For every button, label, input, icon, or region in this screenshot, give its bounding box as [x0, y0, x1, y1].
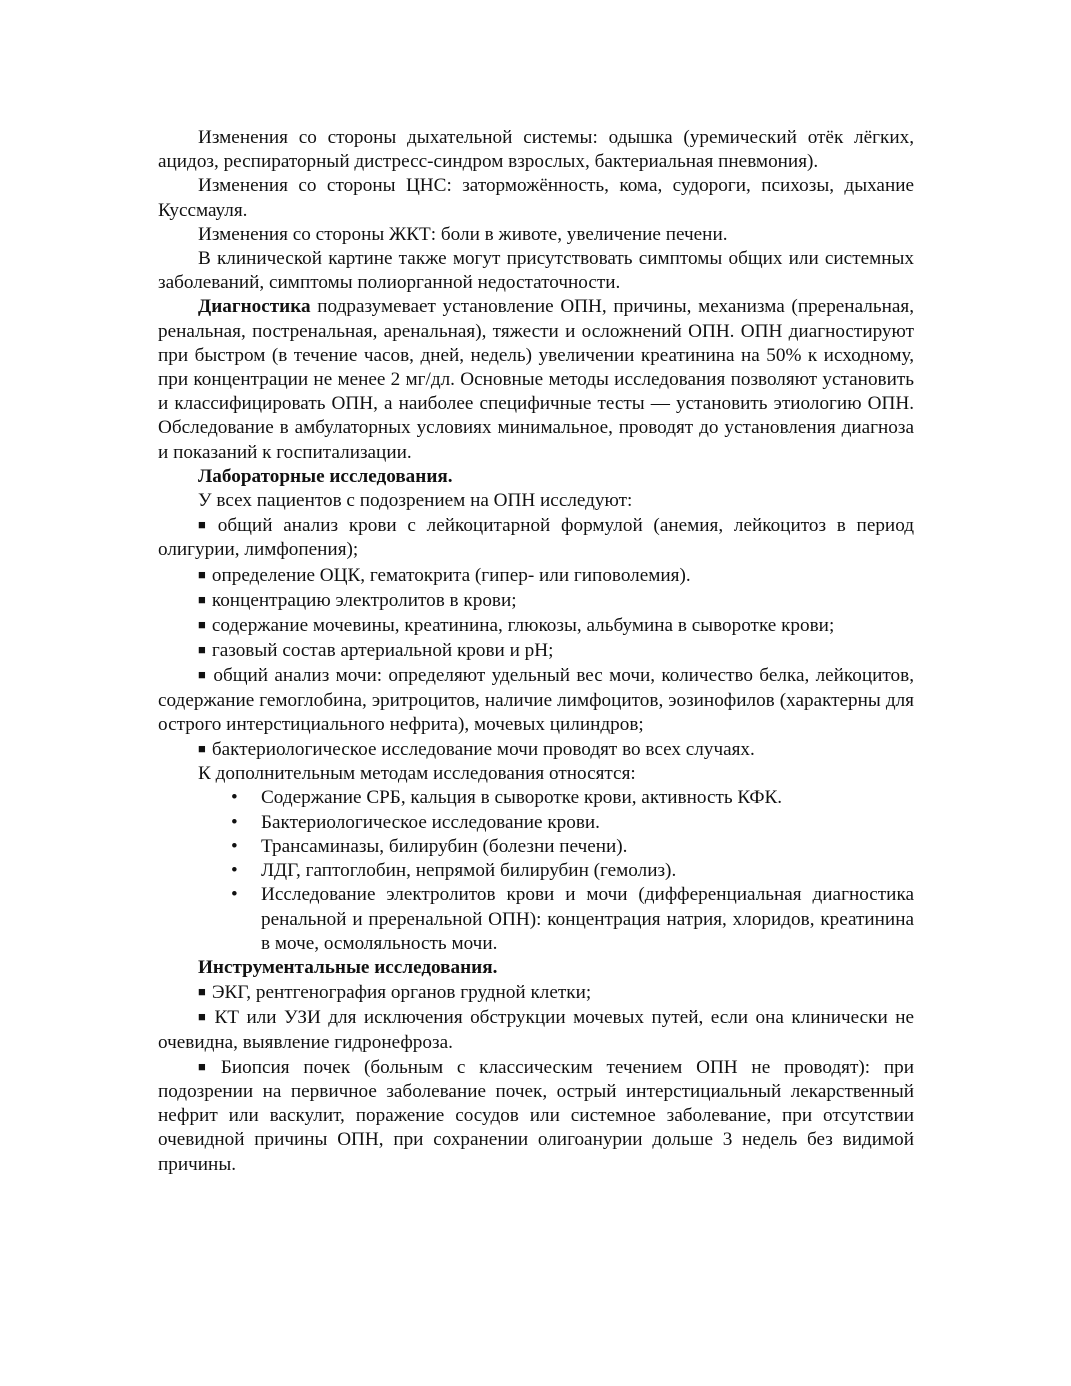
extra-methods-list	[158, 786, 914, 955]
square-bullet-icon	[198, 515, 218, 536]
diagnostics-text: подразумевает установление ОПН, причины, механизма (преренальная, ренальная, постренальная, аренальная), тяжести и осложнений ОПН. ОПН диагностируют при быстром (в течение часов, дней, недель) увеличении креатинина на 50% к исходному, при концентрации не менее 2 мг/дл. Основные методы исследования позволяют установить и классифицировать ОПН, а наиболее специфичные тесты — установить этиологию ОПН. Обследование в амбулаторных условиях минимальное, проводят до установления диагноза и показаний к госпитализации.	[158, 296, 914, 463]
instr-item: ■ ЭКГ, рентгенография органов грудной клетки;	[158, 980, 914, 1005]
instr-item: ■ Биопсия почек (больным с классическим течением ОПН не проводят): при подозрении на первичное заболевание почек, острый интерстициальный лекарственный нефрит или васкулит, поражение сосудов или системное заболевание, при отсутствии очевидной причины ОПН, при сохранении олигоанурии дольше 3 недель без видимой причины.	[158, 1055, 914, 1177]
instr-heading: Инструментальные исследования.	[198, 956, 498, 978]
lab-intro: У всех пациентов с подозрением на ОПН исследуют:	[198, 490, 633, 512]
square-bullet-icon	[198, 615, 212, 636]
list-item: • Содержание СРБ, кальция в сыворотке крови, активность КФК.	[261, 786, 914, 810]
document-body	[158, 126, 914, 1177]
instr-item: ■ КТ или УЗИ для исключения обструкции мочевых путей, если она клинически не очевидна, выявление гидронефроза.	[158, 1005, 914, 1054]
lab-item: ■ газовый состав артериальной крови и рН;	[158, 638, 914, 663]
paragraph-cns: Изменения со стороны ЦНС: заторможённость, кома, судороги, психозы, дыхание Куссмауля.	[158, 175, 914, 221]
square-bullet-icon	[198, 1007, 215, 1028]
lab-item: ■ содержание мочевины, креатинина, глюкозы, альбумина в сыворотке крови;	[158, 613, 914, 638]
lab-item: ■ определение ОЦК, гематокрита (гипер- или гиповолемия).	[158, 563, 914, 588]
lab-item: ■ концентрацию электролитов в крови;	[158, 588, 914, 613]
paragraph-respiratory: Изменения со стороны дыхательной системы: одышка (уремический отёк лёгких, ацидоз, респираторный дистресс-синдром взрослых, бактериальная пневмония).	[158, 127, 914, 173]
square-bullet-icon	[198, 590, 212, 611]
square-bullet-icon	[198, 1057, 221, 1078]
lab-heading: Лабораторные исследования.	[198, 465, 453, 487]
list-item: • Исследование электролитов крови и мочи (дифференциальная диагностика ренальной и преренальной ОПН): концентрация натрия, хлоридов, креатинина в моче, осмоляльность мочи.	[261, 883, 914, 956]
lab-item: ■ бактериологическое исследование мочи проводят во всех случаях.	[158, 737, 914, 762]
paragraph-clinical: В клинической картине также могут присутствовать симптомы общих или системных заболеваний, симптомы полиорганной недостаточности.	[158, 248, 914, 294]
square-bullet-icon	[198, 739, 212, 760]
extra-intro: К дополнительным методам исследования относятся:	[198, 763, 636, 785]
square-bullet-icon	[198, 665, 213, 686]
square-bullet-icon	[198, 640, 212, 661]
paragraph-diagnostics	[158, 295, 914, 464]
list-item: • Бактериологическое исследование крови.	[261, 811, 914, 835]
diagnostics-term: Диагностика	[198, 296, 311, 318]
square-bullet-icon	[198, 982, 212, 1003]
square-bullet-icon	[198, 565, 212, 586]
lab-item: ■ общий анализ крови с лейкоцитарной формулой (анемия, лейкоцитоз в период олигурии, лимфопения);	[158, 513, 914, 562]
list-item: • Трансаминазы, билирубин (болезни печени).	[261, 835, 914, 859]
lab-item: ■ общий анализ мочи: определяют удельный вес мочи, количество белка, лейкоцитов, содержание гемоглобина, эритроцитов, наличие лимфоцитов, эозинофилов (характерны для острого интерстициального нефрита), мочевых цилиндров;	[158, 663, 914, 737]
paragraph-gi: Изменения со стороны ЖКТ: боли в животе, увеличение печени.	[198, 223, 728, 245]
list-item: • ЛДГ, гаптоглобин, непрямой билирубин (гемолиз).	[261, 859, 914, 883]
